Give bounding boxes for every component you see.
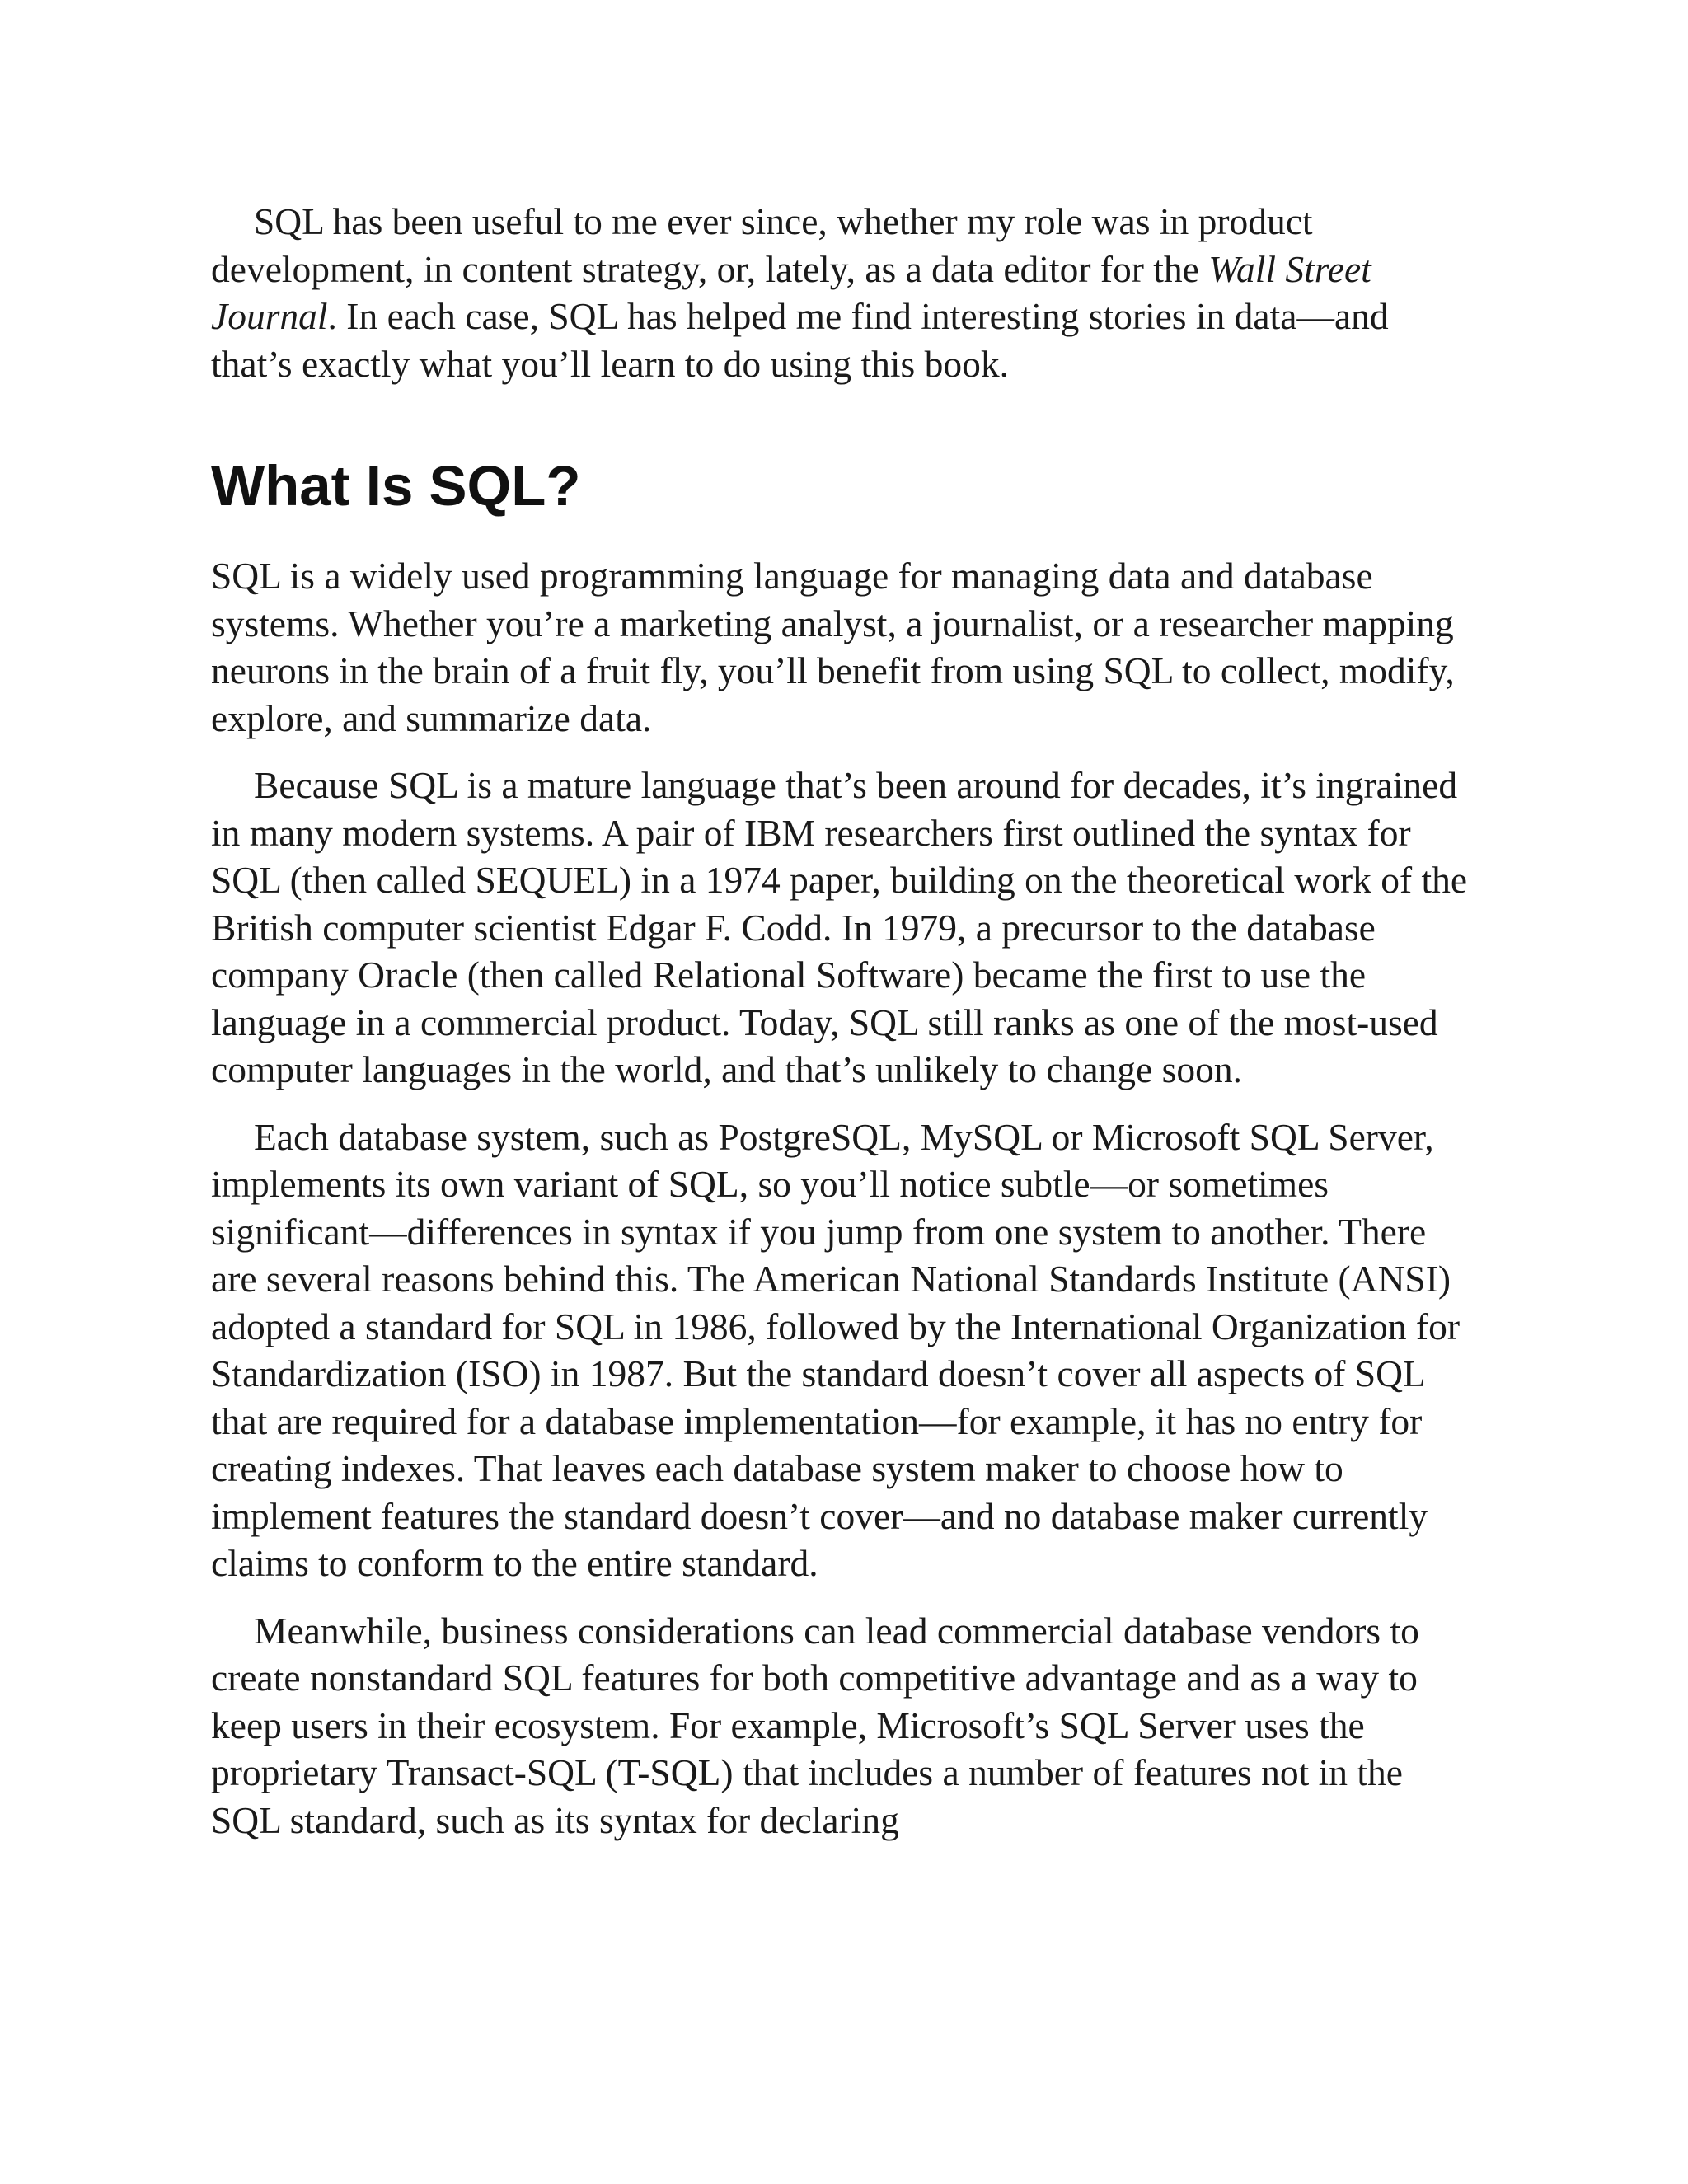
section-heading: What Is SQL? [211, 454, 581, 518]
intro-text-2: . In each case, SQL has helped me find interesting stories in data—and that’s exactly what you’ll learn to do using this book. [211, 295, 1389, 385]
intro-text-publication: Wall Street Journal [211, 247, 1372, 337]
body-paragraph-3: Each database system, such as PostgreSQL, MySQL or Microsoft SQL Server, implements its own variant of SQL, so you’ll notice subtle—or sometimes significant—differences in syntax if you jump from one system to another. There are several reasons behind this. The American National Standards Institute (ANSI) adopted a standard for SQL in 1986, followed by the International Organization for Standardization (ISO) in 1987. But the standard doesn’t cover all aspects of SQL that are required for a database implementation—for example, it has no entry for creating indexes. That leaves each database system maker to choose how to implement features the standard doesn’t cover—and no database maker currently claims to conform to the entire standard. [211, 1115, 1460, 1584]
intro-text-1: SQL has been useful to me ever since, whether my role was in product development, in content strategy, or, lately, as a data editor for the [211, 200, 1313, 290]
body-paragraph-1: SQL is a widely used programming language for managing data and database systems. Whether you’re a marketing analyst, a journalist, or a researcher mapping neurons in the brain of a fruit fly, you’ll benefit from using SQL to collect, modify, explore, and summarize data. [211, 555, 1455, 739]
intro-paragraph [211, 198, 1472, 387]
book-page [211, 198, 1472, 1863]
body-paragraph-2: Because SQL is a mature language that’s been around for decades, it’s ingrained in many modern systems. A pair of IBM researchers first outlined the syntax for SQL (then called SEQUEL) in a 1974 paper, building on the theoretical work of the British computer scientist Edgar F. Codd. In 1979, a precursor to the database company Oracle (then called Relational Software) became the first to use the language in a commercial product. Today, SQL still ranks as one of the most-used computer languages in the world, and that’s unlikely to change soon. [211, 764, 1468, 1090]
body-paragraph-4: Meanwhile, business considerations can lead commercial database vendors to create nonstandard SQL features for both competitive advantage and as a way to keep users in their ecosystem. For example, Microsoft’s SQL Server uses the proprietary Transact-SQL (T-SQL) that includes a number of features not in the SQL standard, such as its syntax for declaring [211, 1609, 1419, 1841]
